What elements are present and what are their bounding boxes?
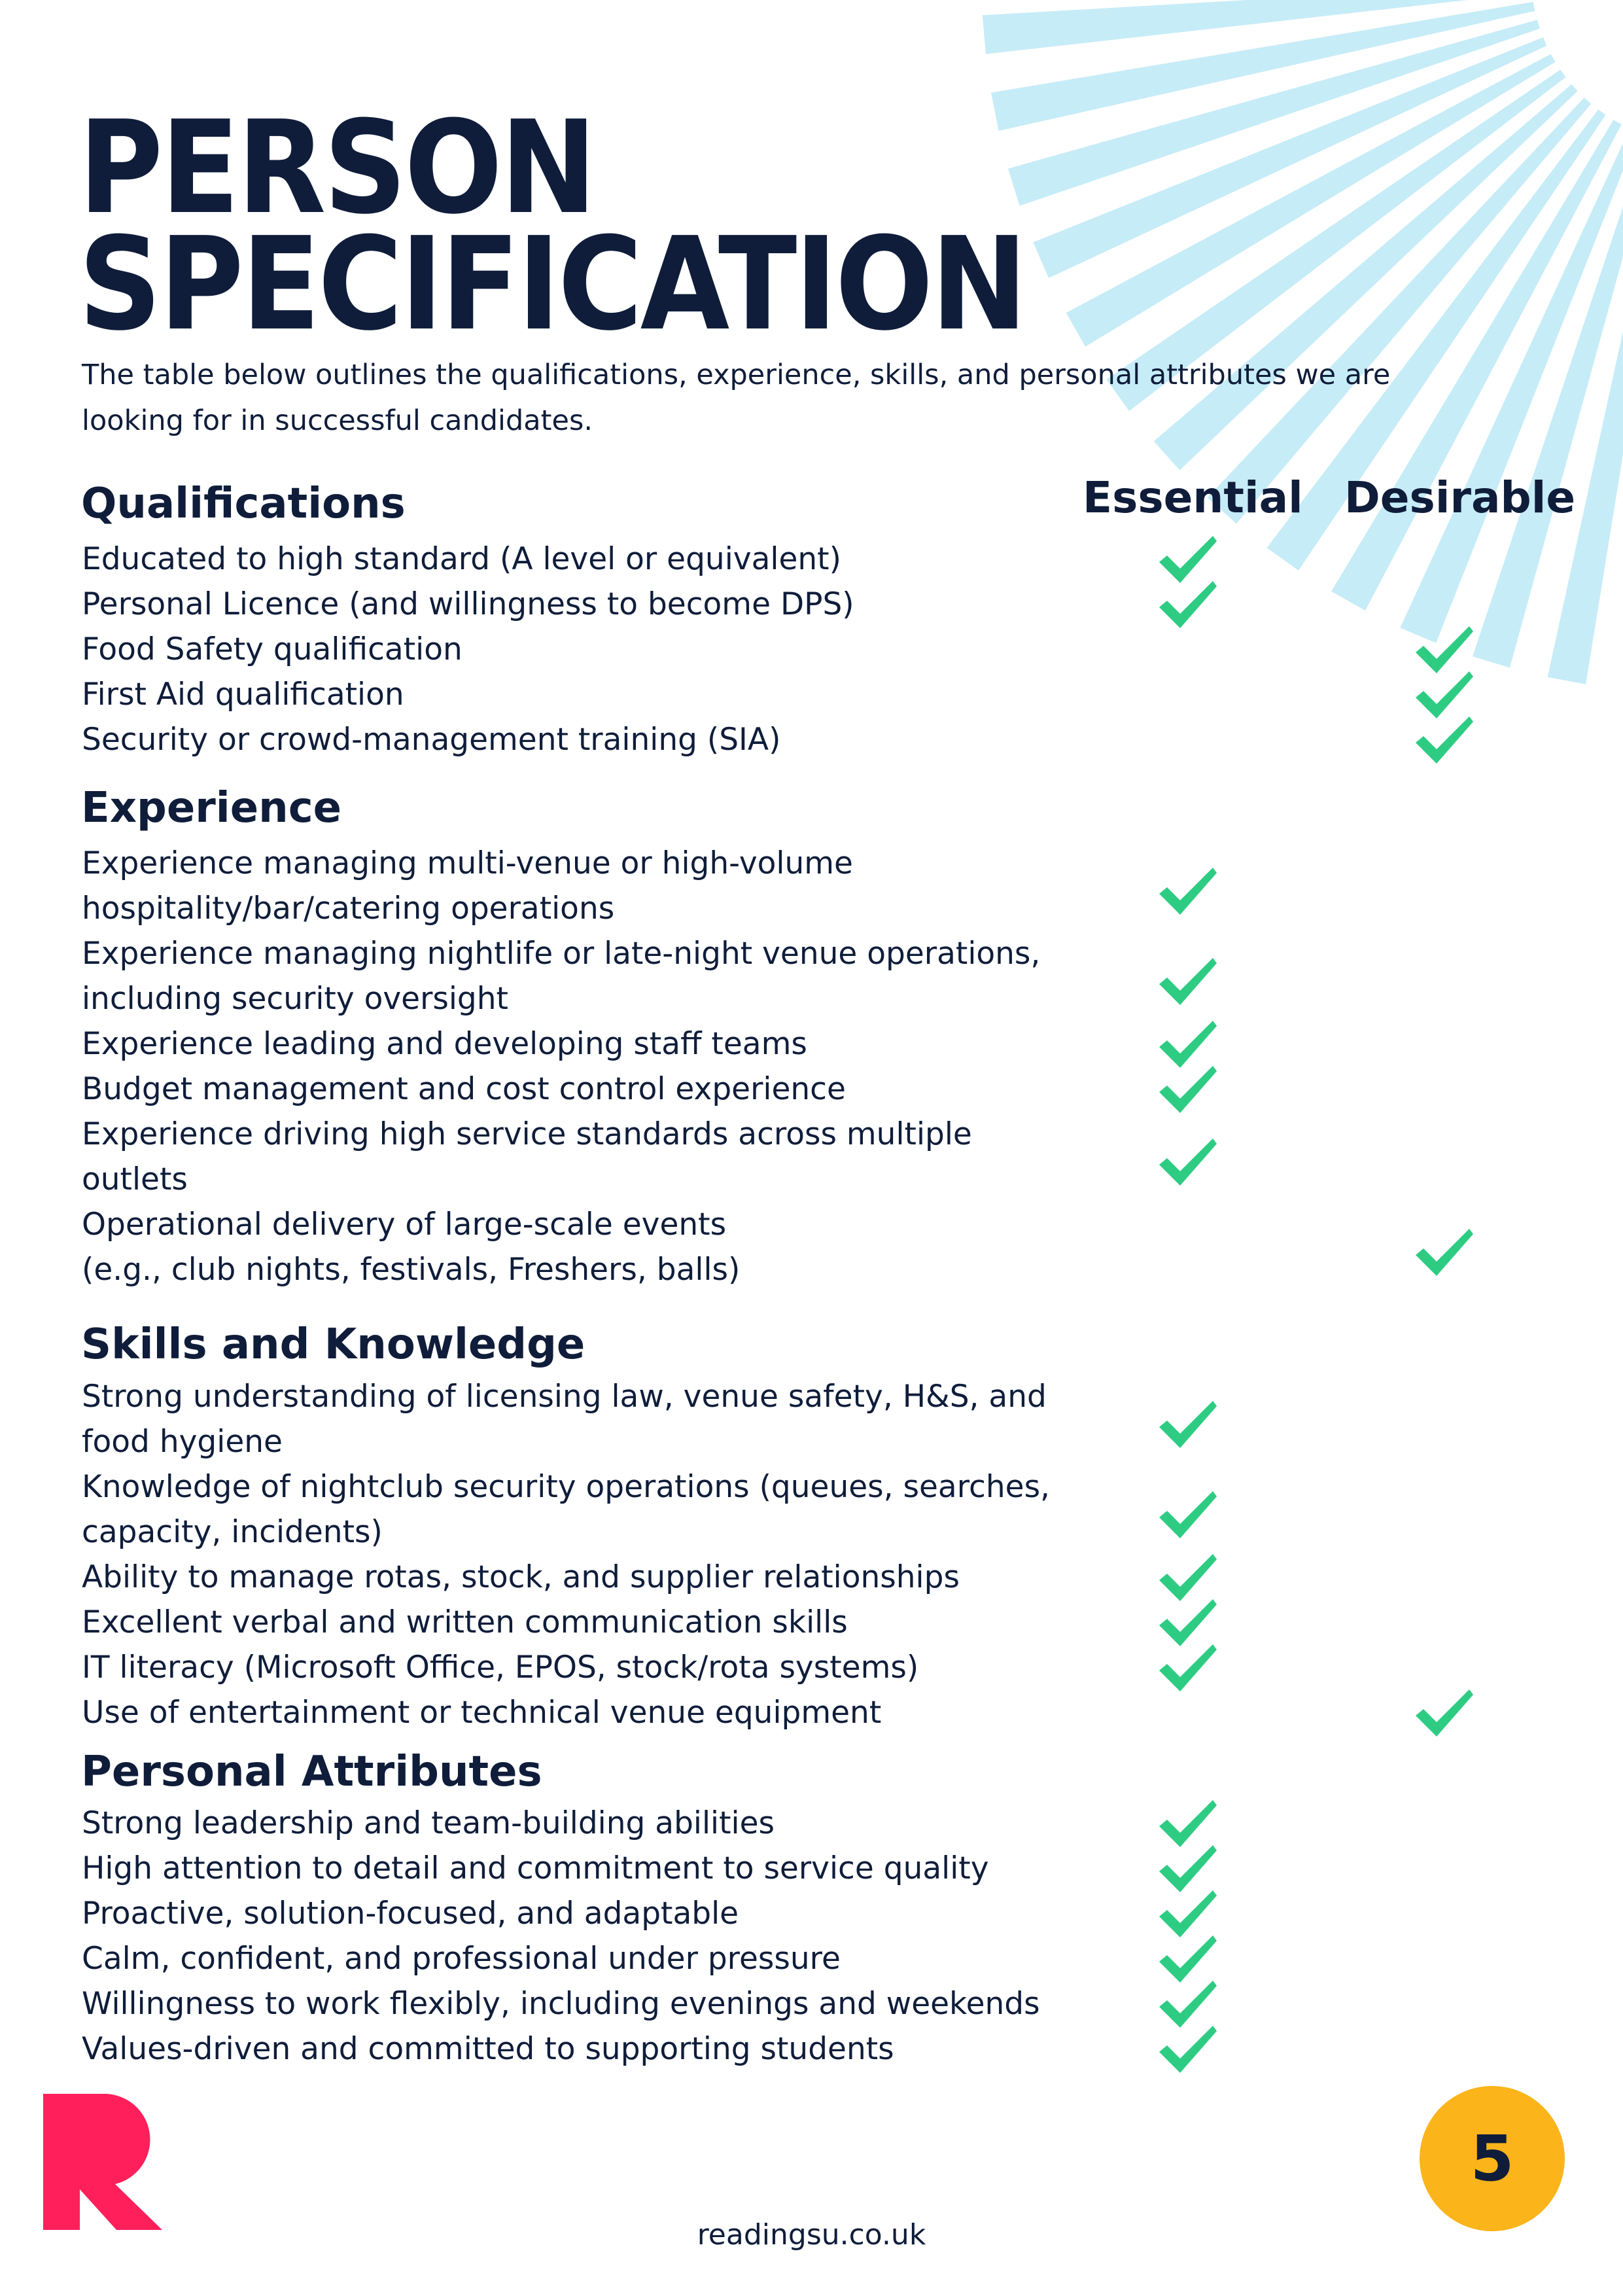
spec-row-text: Personal Licence (and willingness to become DPS) bbox=[82, 586, 854, 622]
column-header-essential: Essential bbox=[1083, 472, 1303, 523]
check-icon bbox=[1157, 864, 1219, 919]
spec-row bbox=[82, 1374, 1102, 1464]
section-heading: Qualifications bbox=[81, 480, 406, 528]
spec-row bbox=[82, 1600, 1102, 1645]
page-title bbox=[79, 94, 1026, 359]
page-number: 5 bbox=[1470, 2122, 1514, 2195]
check-icon bbox=[1157, 2022, 1219, 2077]
spec-row bbox=[82, 537, 1102, 582]
spec-row-text: Food Safety qualification bbox=[82, 631, 462, 667]
check-icon bbox=[1157, 1135, 1219, 1190]
page-title-line2: SPECIFICATION bbox=[79, 210, 1026, 359]
column-header-desirable: Desirable bbox=[1344, 472, 1576, 523]
section-heading: Personal Attributes bbox=[81, 1748, 542, 1796]
spec-row-text: Strong understanding of licensing law, venue safety, H&S, and food hygiene bbox=[82, 1379, 1047, 1460]
spec-row-text: Experience managing multi-venue or high-volume hospitality/bar/catering operations bbox=[82, 845, 853, 927]
spec-row-text: Security or crowd-management training (SIA) bbox=[82, 722, 781, 758]
intro-text: The table below outlines the qualifications, experience, skills, and personal attributes we are looking for in successful candidates. bbox=[82, 359, 1391, 437]
spec-row-text: Knowledge of nightclub security operations (queues, searches, capacity, incidents) bbox=[82, 1469, 1050, 1550]
spec-row bbox=[82, 1645, 1102, 1690]
spec-row-text: Strong leadership and team-building abilities bbox=[82, 1805, 775, 1841]
spec-row bbox=[82, 1891, 1102, 1936]
spec-row-text: Willingness to work flexibly, including evenings and weekends bbox=[82, 1986, 1040, 2022]
check-icon bbox=[1413, 1225, 1476, 1280]
spec-row bbox=[82, 841, 1102, 931]
spec-row-text: Budget management and cost control experience bbox=[82, 1071, 846, 1107]
page-title-line1: PERSON bbox=[79, 94, 595, 243]
footer-url: readingsu.co.uk bbox=[697, 2218, 926, 2252]
section-heading: Skills and Knowledge bbox=[81, 1320, 585, 1369]
spec-row-text: Operational delivery of large-scale events (e.g., club nights, festivals, Freshers, balls) bbox=[82, 1207, 741, 1288]
spec-row bbox=[82, 2026, 1102, 2072]
check-icon bbox=[1413, 1686, 1476, 1740]
spec-row bbox=[82, 1555, 1102, 1600]
spec-row-text: Values-driven and committed to supporting students bbox=[82, 2031, 894, 2067]
spec-row bbox=[82, 1690, 1102, 1735]
check-icon bbox=[1157, 954, 1219, 1009]
check-icon bbox=[1157, 1397, 1219, 1452]
spec-row-text: Use of entertainment or technical venue equipment bbox=[82, 1695, 882, 1731]
spec-row bbox=[82, 1021, 1102, 1067]
page-number-badge bbox=[1420, 2086, 1565, 2231]
spec-row bbox=[82, 1112, 1102, 1202]
check-icon bbox=[1157, 1487, 1219, 1542]
spec-row-text: Excellent verbal and written communication skills bbox=[82, 1604, 848, 1640]
spec-row bbox=[82, 1202, 1102, 1292]
spec-row-text: Ability to manage rotas, stock, and supplier relationships bbox=[82, 1559, 960, 1595]
spec-row bbox=[82, 1067, 1102, 1112]
spec-row bbox=[82, 582, 1102, 627]
check-icon bbox=[1157, 577, 1219, 632]
check-icon bbox=[1157, 1640, 1219, 1695]
spec-row bbox=[82, 627, 1102, 672]
section-heading: Experience bbox=[81, 784, 342, 832]
spec-row bbox=[82, 672, 1102, 717]
spec-row-text: Experience leading and developing staff teams bbox=[82, 1026, 807, 1062]
spec-row bbox=[82, 1846, 1102, 1891]
spec-row-text: IT literacy (Microsoft Office, EPOS, stock/rota systems) bbox=[82, 1650, 919, 1686]
check-icon bbox=[1413, 713, 1476, 768]
spec-row-text: Educated to high standard (A level or equivalent) bbox=[82, 541, 841, 577]
spec-row-text: First Aid qualification bbox=[82, 677, 404, 713]
spec-row bbox=[82, 1464, 1102, 1555]
spec-row-text: Proactive, solution-focused, and adaptable bbox=[82, 1896, 739, 1932]
r-logo-icon bbox=[43, 2094, 162, 2230]
spec-row bbox=[82, 1981, 1102, 2026]
spec-row-text: Experience driving high service standards across multiple outlets bbox=[82, 1116, 972, 1197]
spec-row bbox=[82, 1936, 1102, 1981]
spec-row-text: High attention to detail and commitment to service quality bbox=[82, 1850, 989, 1886]
spec-row bbox=[82, 1801, 1102, 1846]
spec-row-text: Calm, confident, and professional under pressure bbox=[82, 1941, 841, 1977]
spec-row bbox=[82, 931, 1102, 1021]
check-icon bbox=[1157, 1062, 1219, 1117]
spec-row bbox=[82, 717, 1102, 762]
spec-row-text: Experience managing nightlife or late-night venue operations, including security oversight bbox=[82, 936, 1041, 1017]
